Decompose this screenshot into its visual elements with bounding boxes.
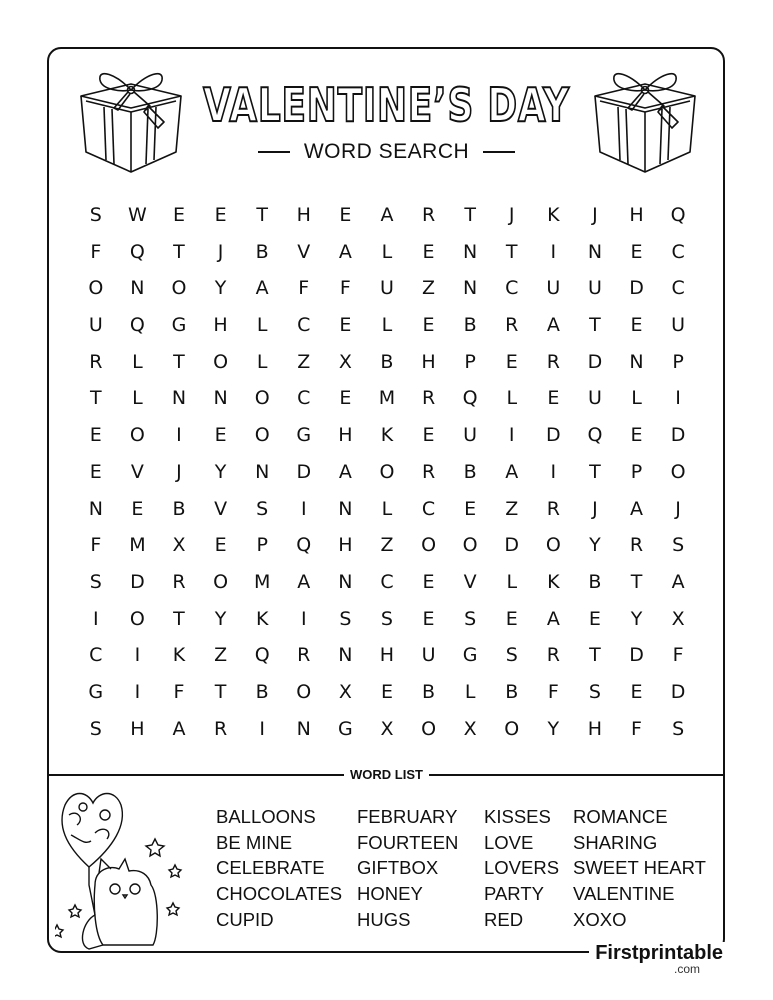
grid-cell[interactable]: Z bbox=[505, 497, 519, 520]
grid-cell[interactable]: N bbox=[338, 570, 353, 593]
grid-cell[interactable]: C bbox=[89, 644, 103, 667]
grid-cell[interactable]: F bbox=[90, 240, 102, 263]
subtitle-text: WORD SEARCH bbox=[303, 140, 470, 163]
grid-cell[interactable]: J bbox=[508, 204, 515, 226]
grid-cell[interactable]: S bbox=[464, 607, 477, 630]
grid-cell[interactable]: E bbox=[422, 314, 435, 337]
grid-cell[interactable]: F bbox=[173, 680, 185, 703]
grid-cell[interactable]: I bbox=[92, 607, 99, 630]
grid-cell[interactable]: D bbox=[546, 424, 561, 447]
grid-cell[interactable]: Q bbox=[587, 424, 603, 447]
grid-cell[interactable]: E bbox=[339, 314, 352, 337]
grid-cell[interactable]: B bbox=[505, 680, 519, 703]
cat-with-heart-balloon-icon bbox=[55, 785, 195, 955]
grid-cell[interactable]: C bbox=[380, 570, 394, 593]
grid-cell[interactable]: L bbox=[256, 350, 268, 373]
grid-cell[interactable]: N bbox=[88, 497, 103, 520]
word-item: SWEET HEART bbox=[573, 857, 706, 879]
grid-cell[interactable]: A bbox=[630, 497, 644, 520]
grid-cell[interactable]: M bbox=[378, 387, 396, 410]
grid-cell[interactable]: H bbox=[421, 350, 436, 373]
grid-cell[interactable]: O bbox=[129, 424, 145, 447]
grid-cell[interactable]: H bbox=[296, 204, 311, 226]
grid-cell[interactable]: O bbox=[254, 387, 270, 410]
grid-cell[interactable]: J bbox=[592, 497, 598, 520]
grid-cell[interactable]: F bbox=[339, 277, 351, 300]
grid-cell[interactable]: S bbox=[672, 717, 685, 740]
grid-cell[interactable]: R bbox=[546, 644, 560, 667]
word-column-3 bbox=[484, 804, 559, 933]
grid-cell[interactable]: E bbox=[214, 534, 227, 557]
grid-cell[interactable]: C bbox=[297, 387, 311, 410]
grid-cell[interactable]: T bbox=[630, 570, 643, 593]
grid-cell[interactable]: V bbox=[297, 240, 311, 263]
grid-cell[interactable]: J bbox=[217, 240, 224, 263]
grid-cell[interactable]: T bbox=[256, 204, 268, 226]
grid-cell[interactable]: R bbox=[546, 350, 560, 373]
grid-cell[interactable]: K bbox=[547, 204, 560, 226]
grid-cell[interactable]: E bbox=[547, 387, 560, 410]
grid-cell[interactable]: B bbox=[463, 460, 477, 483]
grid-cell[interactable]: P bbox=[256, 534, 268, 557]
grid-cell[interactable]: K bbox=[172, 644, 186, 667]
grid-cell[interactable]: N bbox=[130, 277, 145, 300]
grid-cell[interactable]: E bbox=[588, 607, 601, 630]
grid-cell[interactable]: Z bbox=[422, 277, 436, 300]
grid-cell[interactable]: D bbox=[130, 570, 145, 593]
grid-cell[interactable]: Z bbox=[297, 350, 311, 373]
grid-cell[interactable]: D bbox=[670, 424, 686, 447]
word-item: CHOCOLATES bbox=[216, 883, 343, 905]
grid-cell[interactable]: B bbox=[380, 350, 394, 373]
grid-cell[interactable]: O bbox=[421, 717, 437, 740]
grid-cell[interactable]: D bbox=[504, 534, 520, 557]
grid-cell[interactable]: O bbox=[379, 460, 395, 483]
word-item: GIFTBOX bbox=[357, 857, 439, 879]
grid-cell[interactable]: B bbox=[172, 497, 186, 520]
word-item: LOVE bbox=[484, 831, 534, 853]
word-column-2 bbox=[357, 804, 458, 933]
letter-grid bbox=[75, 200, 699, 750]
grid-cell[interactable]: T bbox=[173, 607, 185, 630]
grid-cell[interactable]: S bbox=[505, 644, 518, 667]
grid-cell[interactable]: R bbox=[297, 644, 311, 667]
grid-cell[interactable]: O bbox=[88, 277, 104, 300]
grid-cell[interactable]: A bbox=[297, 570, 311, 593]
grid-cell[interactable]: P bbox=[630, 460, 643, 483]
grid-cell[interactable]: D bbox=[670, 680, 686, 703]
grid-cell[interactable]: F bbox=[631, 717, 642, 740]
grid-cell[interactable]: L bbox=[506, 570, 518, 593]
grid-cell[interactable]: Y bbox=[547, 717, 560, 740]
grid-cell[interactable]: I bbox=[300, 497, 307, 520]
grid-cell[interactable]: C bbox=[671, 277, 685, 300]
grid-cell[interactable]: E bbox=[380, 680, 393, 703]
grid-cell[interactable]: Q bbox=[254, 644, 270, 667]
grid-cell[interactable]: S bbox=[588, 680, 601, 703]
grid-cell[interactable]: M bbox=[129, 534, 146, 557]
grid-cell[interactable]: R bbox=[172, 570, 186, 593]
grid-cell[interactable]: G bbox=[171, 314, 187, 337]
grid-cell[interactable]: X bbox=[172, 534, 186, 557]
grid-cell[interactable]: U bbox=[421, 644, 436, 667]
grid-cell[interactable]: K bbox=[547, 570, 560, 593]
grid-cell[interactable]: S bbox=[256, 497, 269, 520]
grid-cell[interactable]: A bbox=[380, 204, 394, 226]
grid-cell[interactable]: T bbox=[89, 387, 102, 410]
word-item: SHARING bbox=[573, 831, 658, 853]
grid-cell[interactable]: S bbox=[89, 570, 102, 593]
grid-cell[interactable]: M bbox=[253, 570, 271, 593]
grid-cell[interactable]: S bbox=[339, 607, 352, 630]
grid-cell[interactable]: O bbox=[504, 717, 520, 740]
grid-cell[interactable]: E bbox=[464, 497, 477, 520]
grid-cell[interactable]: U bbox=[88, 314, 103, 337]
grid-cell[interactable]: O bbox=[254, 424, 270, 447]
grid-cell[interactable]: E bbox=[505, 607, 518, 630]
grid-cell[interactable]: B bbox=[463, 314, 477, 337]
grid-cell[interactable]: X bbox=[380, 717, 394, 740]
grid-cell[interactable]: U bbox=[587, 277, 602, 300]
grid-cell[interactable]: H bbox=[130, 717, 145, 740]
grid-cell[interactable]: N bbox=[338, 644, 353, 667]
grid-cell[interactable]: A bbox=[172, 717, 186, 740]
grid-cell[interactable]: P bbox=[464, 350, 476, 373]
grid-cell[interactable]: T bbox=[589, 314, 601, 337]
grid-cell[interactable]: C bbox=[297, 314, 311, 337]
page-subtitle bbox=[0, 140, 773, 164]
grid-cell[interactable]: V bbox=[130, 460, 144, 483]
grid-cell[interactable]: F bbox=[90, 534, 102, 557]
grid-cell[interactable]: B bbox=[422, 680, 436, 703]
grid-cell[interactable]: R bbox=[505, 314, 519, 337]
grid-cell[interactable]: R bbox=[546, 497, 560, 520]
grid-cell[interactable]: I bbox=[550, 240, 557, 263]
grid-cell[interactable]: T bbox=[589, 644, 601, 667]
grid-cell[interactable]: X bbox=[338, 350, 352, 373]
word-item: BALLOONS bbox=[216, 806, 316, 827]
grid-cell[interactable]: D bbox=[629, 644, 644, 667]
grid-cell[interactable]: H bbox=[213, 314, 228, 337]
grid-cell[interactable]: R bbox=[421, 204, 436, 226]
grid-cell[interactable]: X bbox=[463, 717, 477, 740]
grid-cell[interactable]: D bbox=[629, 277, 644, 300]
grid-cell[interactable]: C bbox=[671, 240, 685, 263]
grid-cell[interactable]: H bbox=[379, 644, 395, 667]
word-item: HUGS bbox=[357, 908, 411, 930]
grid-cell[interactable]: G bbox=[337, 717, 353, 740]
grid-cell[interactable]: I bbox=[176, 424, 182, 447]
grid-cell[interactable]: T bbox=[464, 204, 476, 226]
grid-cell[interactable]: L bbox=[132, 387, 143, 410]
grid-cell[interactable]: U bbox=[546, 277, 561, 300]
grid-cell[interactable]: L bbox=[381, 497, 393, 520]
grid-cell[interactable]: K bbox=[380, 424, 394, 447]
grid-cell[interactable]: I bbox=[508, 424, 515, 447]
grid-cell[interactable]: Q bbox=[296, 534, 312, 557]
grid-cell[interactable]: R bbox=[213, 717, 228, 740]
grid-cell[interactable]: O bbox=[296, 680, 312, 703]
grid-cell[interactable]: B bbox=[255, 240, 269, 263]
grid-cell[interactable]: E bbox=[422, 424, 435, 447]
grid-cell[interactable]: V bbox=[214, 497, 228, 520]
grid-cell[interactable]: H bbox=[338, 424, 353, 447]
grid-cell[interactable]: X bbox=[671, 607, 685, 630]
grid-cell[interactable]: B bbox=[255, 680, 269, 703]
grid-cell[interactable]: D bbox=[296, 460, 312, 483]
subtitle-rule-left bbox=[258, 151, 290, 153]
grid-cell[interactable]: R bbox=[89, 350, 103, 373]
grid-cell[interactable]: A bbox=[338, 240, 352, 263]
grid-cell[interactable]: F bbox=[547, 680, 559, 703]
grid-cell[interactable]: W bbox=[127, 204, 147, 226]
grid-cell[interactable]: U bbox=[379, 277, 394, 300]
grid-cell[interactable]: E bbox=[339, 387, 352, 410]
word-item: XOXO bbox=[573, 908, 627, 930]
word-item: FOURTEEN bbox=[357, 831, 459, 853]
grid-cell[interactable]: T bbox=[214, 680, 227, 703]
brand-domain: .com bbox=[674, 962, 701, 976]
grid-cell[interactable]: H bbox=[629, 204, 644, 226]
word-column-4 bbox=[573, 804, 706, 933]
grid-cell[interactable]: H bbox=[587, 717, 603, 740]
grid-cell[interactable]: T bbox=[173, 240, 185, 263]
word-item: HONEY bbox=[357, 883, 423, 905]
grid-cell[interactable]: Y bbox=[214, 607, 227, 630]
grid-cell[interactable]: G bbox=[88, 680, 104, 703]
page-title: VALENTINE’S DAY bbox=[203, 78, 570, 132]
grid-cell[interactable]: N bbox=[296, 717, 311, 740]
grid-cell[interactable]: N bbox=[338, 497, 353, 520]
word-column-1 bbox=[216, 804, 342, 933]
grid-cell[interactable]: L bbox=[381, 314, 393, 337]
grid-cell[interactable]: N bbox=[213, 387, 228, 410]
grid-cell[interactable]: E bbox=[214, 424, 227, 447]
grid-cell[interactable]: A bbox=[338, 460, 352, 483]
grid-cell[interactable]: S bbox=[89, 204, 102, 226]
grid-cell[interactable]: A bbox=[546, 314, 560, 337]
grid-cell[interactable]: E bbox=[630, 680, 643, 703]
grid-cell[interactable]: X bbox=[338, 680, 352, 703]
grid-cell[interactable]: U bbox=[671, 314, 686, 337]
grid-cell[interactable]: O bbox=[171, 277, 187, 300]
grid-cell[interactable]: A bbox=[546, 607, 560, 630]
grid-cell[interactable]: S bbox=[380, 607, 393, 630]
grid-cell[interactable]: R bbox=[629, 534, 644, 557]
grid-cell[interactable]: Q bbox=[129, 314, 145, 337]
grid-cell[interactable]: F bbox=[298, 277, 310, 300]
grid-cell[interactable]: O bbox=[213, 570, 229, 593]
word-item: RED bbox=[484, 908, 524, 930]
word-item: VALENTINE bbox=[573, 883, 675, 905]
grid-cell[interactable]: E bbox=[214, 204, 227, 226]
grid-cell[interactable]: B bbox=[588, 570, 602, 593]
grid-cell[interactable]: J bbox=[675, 497, 681, 520]
word-item: CUPID bbox=[216, 908, 274, 930]
word-item: FEBRUARY bbox=[357, 806, 458, 827]
grid-cell[interactable]: O bbox=[213, 350, 229, 373]
grid-cell[interactable]: L bbox=[631, 387, 642, 410]
grid-cell[interactable]: E bbox=[131, 497, 144, 520]
grid-cell[interactable]: S bbox=[672, 534, 685, 557]
grid-cell[interactable]: F bbox=[672, 644, 684, 667]
grid-cell[interactable]: G bbox=[462, 644, 478, 667]
grid-cell[interactable]: O bbox=[670, 460, 686, 483]
grid-cell[interactable]: I bbox=[675, 387, 681, 410]
grid-cell[interactable]: E bbox=[630, 240, 643, 263]
grid-cell[interactable]: E bbox=[422, 607, 435, 630]
grid-cell[interactable]: O bbox=[462, 534, 478, 557]
grid-cell[interactable]: S bbox=[89, 717, 102, 740]
grid-cell[interactable]: N bbox=[255, 460, 270, 483]
grid-cell[interactable]: U bbox=[463, 424, 478, 447]
grid-cell[interactable]: E bbox=[339, 204, 352, 226]
word-item: BE MINE bbox=[216, 831, 293, 853]
grid-cell[interactable]: C bbox=[421, 497, 436, 520]
grid-cell[interactable]: H bbox=[338, 534, 353, 557]
grid-cell[interactable]: Q bbox=[462, 387, 478, 410]
grid-cell[interactable]: N bbox=[587, 240, 603, 263]
grid-cell[interactable]: L bbox=[132, 350, 143, 373]
grid-cell[interactable]: E bbox=[505, 350, 518, 373]
word-item: LOVERS bbox=[484, 857, 560, 879]
grid-cell[interactable]: U bbox=[587, 387, 602, 410]
word-list-heading: WORD LIST bbox=[0, 766, 773, 784]
grid-cell[interactable]: A bbox=[671, 570, 685, 593]
grid-cell[interactable]: K bbox=[255, 607, 269, 630]
subtitle-rule-right bbox=[483, 151, 515, 153]
brand-logo: Firstprintable bbox=[589, 942, 729, 965]
grid-cell[interactable]: E bbox=[89, 424, 102, 447]
grid-cell[interactable]: L bbox=[381, 240, 393, 263]
grid-cell[interactable]: Y bbox=[214, 460, 227, 483]
grid-cell[interactable]: Q bbox=[129, 240, 145, 263]
grid-cell[interactable]: E bbox=[422, 240, 435, 263]
grid-cell[interactable]: I bbox=[134, 680, 141, 703]
grid-cell[interactable]: O bbox=[129, 607, 145, 630]
grid-cell[interactable]: N bbox=[171, 387, 187, 410]
word-item: PARTY bbox=[484, 883, 544, 905]
grid-cell[interactable]: E bbox=[89, 460, 102, 483]
grid-cell[interactable]: T bbox=[173, 350, 185, 373]
grid-cell[interactable]: I bbox=[134, 644, 141, 667]
grid-cell[interactable]: O bbox=[545, 534, 561, 557]
grid-cell[interactable]: L bbox=[464, 680, 476, 703]
grid-cell[interactable]: I bbox=[300, 607, 307, 630]
grid-cell[interactable]: Z bbox=[380, 534, 394, 557]
grid-cell[interactable]: A bbox=[255, 277, 269, 300]
grid-cell[interactable]: L bbox=[506, 387, 518, 410]
grid-cell[interactable]: J bbox=[176, 460, 182, 483]
grid-cell[interactable]: I bbox=[550, 460, 557, 483]
grid-cell[interactable]: J bbox=[592, 204, 598, 226]
grid-cell[interactable]: N bbox=[629, 350, 644, 373]
grid-cell[interactable]: N bbox=[463, 277, 478, 300]
grid-cell[interactable]: Z bbox=[214, 644, 228, 667]
word-item: KISSES bbox=[484, 806, 551, 827]
word-item: CELEBRATE bbox=[216, 857, 325, 879]
grid-cell[interactable]: N bbox=[463, 240, 478, 263]
grid-cell[interactable]: V bbox=[463, 570, 477, 593]
grid-cell[interactable]: Y bbox=[630, 607, 643, 630]
grid-cell[interactable]: P bbox=[672, 350, 684, 373]
grid-cell[interactable]: T bbox=[505, 240, 518, 263]
grid-cell[interactable]: Y bbox=[214, 277, 227, 300]
grid-cell[interactable]: D bbox=[587, 350, 603, 373]
grid-cell[interactable]: E bbox=[422, 570, 435, 593]
grid-cell[interactable]: R bbox=[421, 460, 436, 483]
grid-cell[interactable]: T bbox=[589, 460, 601, 483]
grid-cell[interactable]: R bbox=[421, 387, 436, 410]
grid-cell[interactable]: L bbox=[256, 314, 268, 337]
grid-cell[interactable]: Y bbox=[589, 534, 601, 557]
grid-cell[interactable]: A bbox=[505, 460, 519, 483]
grid-cell[interactable]: O bbox=[421, 534, 437, 557]
grid-cell[interactable]: E bbox=[630, 314, 643, 337]
grid-cell[interactable]: E bbox=[172, 204, 185, 226]
grid-cell[interactable]: C bbox=[505, 277, 519, 300]
grid-cell[interactable]: Q bbox=[670, 204, 686, 226]
grid-cell[interactable]: E bbox=[630, 424, 643, 447]
word-item: ROMANCE bbox=[573, 806, 668, 827]
grid-cell[interactable]: I bbox=[259, 717, 265, 740]
grid-cell[interactable]: G bbox=[296, 424, 312, 447]
